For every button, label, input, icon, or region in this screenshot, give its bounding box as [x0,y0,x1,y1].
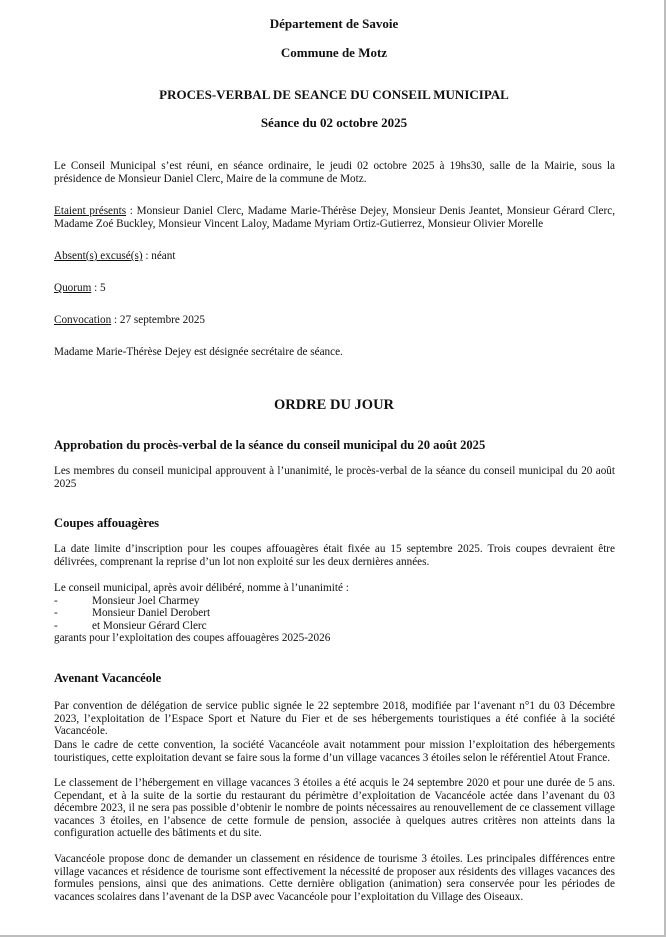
convocation-label: Convocation [54,314,112,326]
document-title: PROCES-VERBAL DE SEANCE DU CONSEIL MUNICIPAL [159,87,509,102]
present-list: : Monsieur Daniel Clerc, Madame Marie-Thérèse Dejey, Monsieur Denis Jeantet, Monsieur Gérard Clerc, Madame Zoé Buckley, Monsieur Vincent Laloy, Madame Myriam Ortiz-Gutierrez, Monsieur Olivier Morelle [54,205,615,230]
convocation-line [54,314,205,327]
session-date: Séance du 02 octobre 2025 [260,115,408,130]
affouage-closing: garants pour l’exploitation des coupes affouagères 2025-2026 [54,632,331,645]
vacanceole-paragraph-1: Par convention de délégation de service public signée le 22 septembre 2018, modifiée par l‘avenant n°1 du 03 Décembre 2023, l’exploitation de l’Espace Sport et Nature du Fier et de ses hébergements touristiques a été confiée à la société Vacancéole. [54,700,615,738]
quorum-line [54,282,106,295]
list-bullet: - [54,594,58,607]
garant-item [54,607,210,620]
vacanceole-paragraph-3: Le classement de l’hébergement en village vacances 3 étoiles a été acquis le 24 septembre 2020 et pour une durée de 5 ans. Cependant, et à la suite de la sortie du restaurant du périmètre d’exploitation de Vacancéole actée dans l’avenant du 03 décembre 2023, il ne sera pas possible d’obtenir le nombre de points nécessaires au renouvellement de ce classement village vacances 3 étoiles, en l’absence de cette formule de pension, associée à quelques autres critères non atteints dans la configuration actuelle des bâtiments et du site. [54,777,615,840]
absent-value: : néant [142,250,176,262]
agenda-heading: ORDRE DU JOUR [273,397,395,413]
section-title-affouage: Coupes affouagères [54,516,160,530]
absent-line [54,250,175,263]
affouage-intro: Le conseil municipal, après avoir délibéré, nomme à l’unanimité : [54,582,349,594]
quorum-label: Quorum [54,282,92,294]
garant-name: Monsieur Joel Charmey [92,594,200,607]
secretary-line: Madame Marie-Thérèse Dejey est désignée secrétaire de séance. [54,346,343,358]
quorum-value: : 5 [91,282,106,294]
present-label: Etaient présents [54,205,127,217]
present-members [54,205,615,230]
convocation-value: : 27 septembre 2025 [111,314,206,326]
section-title-approval: Approbation du procès-verbal de la séance du conseil municipal du 20 août 2025 [54,438,486,452]
vacanceole-paragraph-2: Dans le cadre de cette convention, la société Vacancéole avait notamment pour mission l’exploitation des hébergements touristiques, cette exploitation devant se faire sous la forme d’un village vacances 3 étoiles selon le référentiel Atout France. [54,739,615,764]
vacanceole-paragraph-4: Vacancéole propose donc de demander un classement en résidence de tourisme 3 étoiles. Les principales différences entre village vacances et résidence de tourisme sont effectivement la nécessité de proposer aux résidents des villages vacances des formules pensions, ainsi que des animations. Cette dernière obligation (animation) sera conservée pour les périodes de vacances scolaires dans l’avenant de la DSP avec Vacancéole pour l’exploitation du Village des Oiseaux. [54,853,615,903]
intro-paragraph: Le Conseil Municipal s’est réuni, en séance ordinaire, le jeudi 02 octobre 2025 à 19hs30, salle de la Mairie, sous la présidence de Monsieur Daniel Clerc, Maire de la commune de Motz. [54,160,615,185]
list-bullet: - [54,619,58,632]
commune-heading: Commune de Motz [280,45,388,60]
section-title-vacanceole: Avenant Vacancéole [54,671,162,685]
section-text-approval: Les membres du conseil municipal approuvent à l’unanimité, le procès-verbal de la séance du conseil municipal du 20 août 2025 [54,465,615,490]
section-text-affouage: La date limite d’inscription pour les coupes affouagères était fixée au 15 septembre 2025. Trois coupes devraient être délivrées, comprenant la reprise d’un lot non exploité sur les deux dernières années. [54,543,615,568]
list-bullet: - [54,607,58,620]
department-heading: Département de Savoie [269,16,399,31]
garant-item [54,620,207,633]
garant-name: Monsieur Daniel Derobert [92,607,211,620]
absent-label: Absent(s) excusé(s) [54,250,143,262]
garant-name: et Monsieur Gérard Clerc [92,619,207,632]
garant-item [54,595,200,608]
